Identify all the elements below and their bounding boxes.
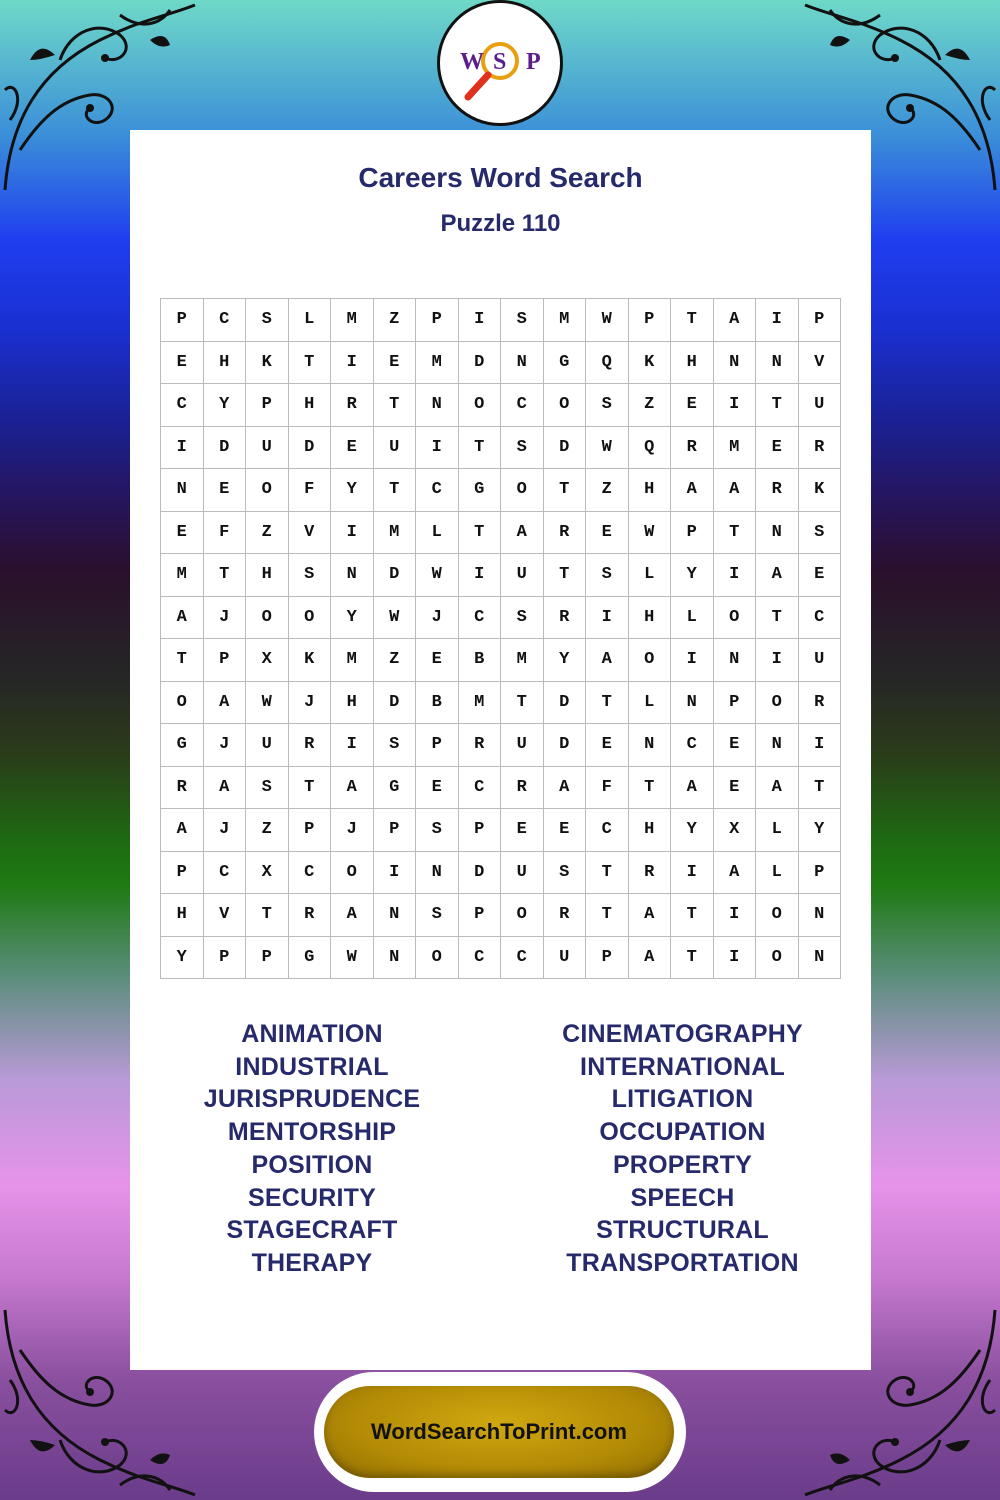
grid-cell[interactable]: M	[501, 639, 544, 682]
grid-cell[interactable]: H	[331, 682, 374, 725]
grid-cell[interactable]: T	[459, 427, 502, 470]
grid-cell[interactable]: P	[161, 299, 204, 342]
grid-cell[interactable]: E	[799, 554, 842, 597]
puzzle-number: Puzzle 110	[440, 210, 561, 237]
word-list-item: STRUCTURAL	[596, 1216, 769, 1245]
grid-cell[interactable]: T	[586, 894, 629, 937]
grid-cell[interactable]: O	[544, 384, 587, 427]
grid-cell[interactable]: U	[501, 724, 544, 767]
grid-cell[interactable]: H	[204, 342, 247, 385]
grid-cell[interactable]: N	[799, 937, 842, 980]
grid-cell[interactable]: C	[459, 597, 502, 640]
grid-cell[interactable]: P	[459, 809, 502, 852]
grid-cell[interactable]: T	[756, 384, 799, 427]
grid-cell[interactable]: Y	[161, 937, 204, 980]
grid-cell[interactable]: J	[204, 809, 247, 852]
puzzle-panel	[130, 130, 871, 1370]
grid-cell[interactable]: L	[289, 299, 332, 342]
grid-cell[interactable]: A	[586, 639, 629, 682]
grid-cell[interactable]: M	[416, 342, 459, 385]
grid-cell[interactable]: J	[416, 597, 459, 640]
grid-cell[interactable]: C	[501, 384, 544, 427]
grid-cell[interactable]: R	[289, 724, 332, 767]
word-list-item: LITIGATION	[611, 1085, 754, 1114]
grid-cell[interactable]: G	[459, 469, 502, 512]
grid-cell[interactable]: P	[246, 937, 289, 980]
grid-cell[interactable]: A	[629, 894, 672, 937]
grid-cell[interactable]: C	[586, 809, 629, 852]
grid-cell[interactable]: L	[671, 597, 714, 640]
grid-cell[interactable]: S	[544, 852, 587, 895]
grid-cell[interactable]: T	[629, 767, 672, 810]
grid-cell[interactable]: R	[799, 682, 842, 725]
word-list-left	[130, 1018, 494, 1280]
grid-cell[interactable]: U	[799, 639, 842, 682]
word-list-item: POSITION	[251, 1150, 373, 1179]
grid-cell[interactable]: Y	[331, 597, 374, 640]
grid-cell[interactable]: R	[799, 427, 842, 470]
grid-cell[interactable]: G	[374, 767, 417, 810]
grid-cell[interactable]: U	[246, 427, 289, 470]
grid-cell[interactable]: S	[246, 299, 289, 342]
grid-cell[interactable]: Z	[586, 469, 629, 512]
grid-cell[interactable]: O	[756, 894, 799, 937]
grid-cell[interactable]: R	[544, 597, 587, 640]
grid-cell[interactable]: Z	[246, 809, 289, 852]
grid-cell[interactable]: A	[161, 597, 204, 640]
grid-cell[interactable]: P	[671, 512, 714, 555]
grid-cell[interactable]: S	[246, 767, 289, 810]
grid-cell[interactable]: X	[246, 852, 289, 895]
grid-cell[interactable]: T	[671, 299, 714, 342]
grid-cell[interactable]: T	[586, 682, 629, 725]
grid-cell[interactable]: R	[544, 512, 587, 555]
grid-cell[interactable]: A	[204, 767, 247, 810]
grid-cell[interactable]: E	[714, 724, 757, 767]
grid-cell[interactable]: F	[204, 512, 247, 555]
grid-cell[interactable]: P	[586, 937, 629, 980]
grid-cell[interactable]: H	[161, 894, 204, 937]
grid-cell[interactable]: O	[246, 469, 289, 512]
magnifier-handle-icon	[468, 75, 488, 97]
grid-cell[interactable]: R	[544, 894, 587, 937]
grid-cell[interactable]: R	[629, 852, 672, 895]
grid-cell[interactable]: C	[459, 937, 502, 980]
grid-cell[interactable]: Z	[629, 384, 672, 427]
grid-cell[interactable]: D	[374, 554, 417, 597]
grid-cell[interactable]: A	[501, 512, 544, 555]
grid-cell[interactable]: N	[629, 724, 672, 767]
grid-cell[interactable]: S	[501, 299, 544, 342]
wsp-logo[interactable]	[437, 0, 563, 126]
grid-cell[interactable]: N	[756, 342, 799, 385]
logo-letter-p: P	[526, 49, 541, 75]
grid-cell[interactable]: W	[331, 937, 374, 980]
grid-cell[interactable]: D	[459, 852, 502, 895]
grid-cell[interactable]: A	[544, 767, 587, 810]
grid-cell[interactable]: W	[586, 299, 629, 342]
grid-cell[interactable]: G	[544, 342, 587, 385]
grid-cell[interactable]: R	[501, 767, 544, 810]
grid-cell[interactable]: C	[459, 767, 502, 810]
grid-cell[interactable]: M	[331, 299, 374, 342]
grid-cell[interactable]: G	[289, 937, 332, 980]
grid-cell[interactable]: Y	[799, 809, 842, 852]
puzzle-title: Careers Word Search	[358, 162, 643, 193]
grid-cell[interactable]: T	[246, 894, 289, 937]
grid-cell[interactable]: S	[374, 724, 417, 767]
grid-cell[interactable]: A	[714, 299, 757, 342]
grid-cell[interactable]: E	[416, 639, 459, 682]
grid-cell[interactable]: W	[416, 554, 459, 597]
grid-cell[interactable]: N	[416, 852, 459, 895]
grid-cell[interactable]: U	[501, 852, 544, 895]
grid-cell[interactable]: E	[161, 342, 204, 385]
grid-cell[interactable]: P	[459, 894, 502, 937]
grid-cell[interactable]: E	[544, 809, 587, 852]
grid-cell[interactable]: U	[544, 937, 587, 980]
grid-cell[interactable]: I	[799, 724, 842, 767]
grid-cell[interactable]: A	[204, 682, 247, 725]
grid-cell[interactable]: I	[756, 639, 799, 682]
grid-cell[interactable]: T	[756, 597, 799, 640]
grid-cell[interactable]: M	[544, 299, 587, 342]
word-list	[130, 1018, 871, 1280]
footer	[314, 1372, 686, 1492]
grid-cell[interactable]: U	[246, 724, 289, 767]
grid-cell[interactable]: P	[416, 724, 459, 767]
grid-cell[interactable]: R	[756, 469, 799, 512]
grid-cell[interactable]: P	[204, 639, 247, 682]
grid-cell[interactable]: F	[289, 469, 332, 512]
grid-cell[interactable]: I	[416, 427, 459, 470]
grid-cell[interactable]: Z	[246, 512, 289, 555]
grid-cell[interactable]: D	[459, 342, 502, 385]
grid-cell[interactable]: Y	[544, 639, 587, 682]
grid-cell[interactable]: P	[714, 682, 757, 725]
grid-cell[interactable]: S	[501, 427, 544, 470]
grid-cell[interactable]: E	[714, 767, 757, 810]
grid-cell[interactable]: E	[671, 384, 714, 427]
grid-cell[interactable]: M	[331, 639, 374, 682]
grid-cell[interactable]: I	[459, 554, 502, 597]
grid-cell[interactable]: D	[544, 682, 587, 725]
grid-cell[interactable]: A	[331, 894, 374, 937]
grid-cell[interactable]: Y	[671, 554, 714, 597]
word-list-item: THERAPY	[251, 1248, 373, 1277]
word-list-item: TRANSPORTATION	[566, 1248, 799, 1277]
grid-cell[interactable]: N	[756, 724, 799, 767]
grid-cell[interactable]: S	[289, 554, 332, 597]
grid-cell[interactable]: E	[756, 427, 799, 470]
grid-cell[interactable]: T	[204, 554, 247, 597]
website-label: WordSearchToPrint.com	[371, 1419, 627, 1444]
grid-cell[interactable]: I	[331, 724, 374, 767]
grid-cell[interactable]: D	[374, 682, 417, 725]
grid-cell[interactable]: F	[586, 767, 629, 810]
grid-cell[interactable]: J	[289, 682, 332, 725]
grid-cell[interactable]: T	[289, 342, 332, 385]
grid-cell[interactable]: X	[714, 809, 757, 852]
grid-cell[interactable]: J	[331, 809, 374, 852]
grid-cell[interactable]: C	[501, 937, 544, 980]
grid-cell[interactable]: P	[289, 809, 332, 852]
grid-cell[interactable]: G	[161, 724, 204, 767]
grid-cell[interactable]: N	[714, 342, 757, 385]
grid-cell[interactable]: S	[501, 597, 544, 640]
grid-cell[interactable]: I	[331, 342, 374, 385]
grid-cell[interactable]: P	[799, 852, 842, 895]
grid-cell[interactable]: M	[459, 682, 502, 725]
word-list-item: INDUSTRIAL	[235, 1052, 389, 1081]
grid-cell[interactable]: T	[799, 767, 842, 810]
grid-cell[interactable]: N	[331, 554, 374, 597]
grid-cell[interactable]: E	[586, 724, 629, 767]
grid-cell[interactable]: A	[671, 469, 714, 512]
grid-cell[interactable]: M	[714, 427, 757, 470]
grid-cell[interactable]: J	[204, 597, 247, 640]
grid-cell[interactable]: E	[331, 427, 374, 470]
grid-cell[interactable]: T	[459, 512, 502, 555]
grid-cell[interactable]: T	[544, 469, 587, 512]
grid-cell[interactable]: C	[161, 384, 204, 427]
grid-cell[interactable]: L	[756, 809, 799, 852]
grid-cell[interactable]: T	[289, 767, 332, 810]
grid-cell[interactable]: Y	[204, 384, 247, 427]
grid-cell[interactable]: U	[799, 384, 842, 427]
grid-cell[interactable]: W	[629, 512, 672, 555]
grid-cell[interactable]: H	[671, 342, 714, 385]
word-list-item: PROPERTY	[612, 1150, 753, 1179]
grid-cell[interactable]: A	[756, 554, 799, 597]
grid-cell[interactable]: D	[544, 724, 587, 767]
grid-cell[interactable]: L	[629, 554, 672, 597]
grid-cell[interactable]: J	[204, 724, 247, 767]
grid-cell[interactable]: I	[714, 384, 757, 427]
grid-cell[interactable]: H	[629, 469, 672, 512]
grid-cell[interactable]: O	[246, 597, 289, 640]
grid-cell[interactable]: S	[586, 384, 629, 427]
grid-cell[interactable]: K	[289, 639, 332, 682]
grid-cell[interactable]: C	[289, 852, 332, 895]
grid-cell[interactable]: L	[756, 852, 799, 895]
grid-cell[interactable]: T	[161, 639, 204, 682]
grid-cell[interactable]: Z	[374, 639, 417, 682]
grid-cell[interactable]: O	[714, 597, 757, 640]
grid-cell[interactable]: O	[289, 597, 332, 640]
grid-cell[interactable]: O	[756, 682, 799, 725]
grid-cell[interactable]: N	[161, 469, 204, 512]
word-list-item: CINEMATOGRAPHY	[562, 1020, 803, 1048]
grid-cell[interactable]: B	[416, 682, 459, 725]
grid-cell[interactable]: H	[246, 554, 289, 597]
grid-cell[interactable]: K	[629, 342, 672, 385]
grid-cell[interactable]: O	[629, 639, 672, 682]
grid-cell[interactable]: I	[331, 512, 374, 555]
grid-cell[interactable]: E	[161, 512, 204, 555]
grid-cell[interactable]: A	[331, 767, 374, 810]
word-list-item: SPEECH	[630, 1183, 735, 1212]
grid-cell[interactable]: P	[161, 852, 204, 895]
grid-cell[interactable]: W	[586, 427, 629, 470]
grid-cell[interactable]: T	[374, 469, 417, 512]
word-list-item: ANIMATION	[241, 1020, 383, 1048]
grid-cell[interactable]: V	[289, 512, 332, 555]
grid-cell[interactable]: R	[331, 384, 374, 427]
grid-cell[interactable]: A	[161, 809, 204, 852]
grid-cell[interactable]: N	[714, 639, 757, 682]
grid-cell[interactable]: N	[416, 384, 459, 427]
grid-cell[interactable]: C	[204, 299, 247, 342]
grid-cell[interactable]: D	[289, 427, 332, 470]
grid-cell[interactable]: I	[714, 937, 757, 980]
grid-cell[interactable]: E	[586, 512, 629, 555]
grid-cell[interactable]: R	[161, 767, 204, 810]
grid-cell[interactable]: L	[416, 512, 459, 555]
grid-cell[interactable]: W	[246, 682, 289, 725]
grid-cell[interactable]: O	[756, 937, 799, 980]
grid-cell[interactable]: P	[204, 937, 247, 980]
grid-cell[interactable]: E	[374, 342, 417, 385]
grid-cell[interactable]: N	[671, 682, 714, 725]
grid-cell[interactable]: A	[714, 852, 757, 895]
grid-cell[interactable]: C	[799, 597, 842, 640]
grid-cell[interactable]: U	[501, 554, 544, 597]
grid-cell[interactable]: S	[416, 894, 459, 937]
grid-cell[interactable]: U	[374, 427, 417, 470]
grid-cell[interactable]: T	[671, 937, 714, 980]
grid-cell[interactable]: C	[416, 469, 459, 512]
grid-cell[interactable]: A	[671, 767, 714, 810]
grid-cell[interactable]: V	[204, 894, 247, 937]
grid-cell[interactable]: T	[671, 894, 714, 937]
grid-cell[interactable]: I	[714, 894, 757, 937]
grid-cell[interactable]: S	[416, 809, 459, 852]
grid-cell[interactable]: X	[246, 639, 289, 682]
grid-cell[interactable]: R	[459, 724, 502, 767]
grid-cell[interactable]: N	[756, 512, 799, 555]
grid-cell[interactable]: M	[374, 512, 417, 555]
word-list-item: INTERNATIONAL	[580, 1052, 785, 1081]
grid-cell[interactable]: T	[374, 384, 417, 427]
grid-cell[interactable]: R	[671, 427, 714, 470]
word-list-item: SECURITY	[247, 1183, 376, 1212]
word-list-item: OCCUPATION	[599, 1118, 766, 1147]
word-list-item: STAGECRAFT	[226, 1216, 398, 1245]
grid-cell[interactable]: I	[459, 299, 502, 342]
grid-cell[interactable]: T	[544, 554, 587, 597]
grid-cell[interactable]: I	[671, 852, 714, 895]
grid-cell[interactable]: I	[756, 299, 799, 342]
grid-cell[interactable]: A	[714, 469, 757, 512]
grid-cell[interactable]: B	[459, 639, 502, 682]
grid-cell[interactable]: A	[756, 767, 799, 810]
grid-cell[interactable]: Q	[586, 342, 629, 385]
grid-cell[interactable]: P	[246, 384, 289, 427]
grid-cell[interactable]: C	[204, 852, 247, 895]
grid-cell[interactable]: P	[799, 299, 842, 342]
word-list-item: JURISPRUDENCE	[203, 1085, 421, 1114]
grid-cell[interactable]: N	[799, 894, 842, 937]
grid-cell[interactable]: A	[629, 937, 672, 980]
grid-cell[interactable]: N	[501, 342, 544, 385]
grid-cell[interactable]: T	[714, 512, 757, 555]
grid-cell[interactable]: Y	[331, 469, 374, 512]
grid-cell[interactable]: V	[799, 342, 842, 385]
grid-cell[interactable]: E	[501, 809, 544, 852]
grid-cell[interactable]: C	[671, 724, 714, 767]
grid-cell[interactable]: H	[629, 597, 672, 640]
grid-cell[interactable]: D	[544, 427, 587, 470]
word-list-item: MENTORSHIP	[227, 1118, 397, 1147]
grid-cell[interactable]: I	[374, 852, 417, 895]
grid-cell[interactable]: O	[161, 682, 204, 725]
grid-cell[interactable]: O	[459, 384, 502, 427]
grid-cell[interactable]: Z	[374, 299, 417, 342]
grid-cell[interactable]: K	[246, 342, 289, 385]
grid-cell[interactable]: T	[586, 852, 629, 895]
grid-cell[interactable]: H	[289, 384, 332, 427]
grid-cell[interactable]: T	[501, 682, 544, 725]
grid-cell[interactable]: L	[629, 682, 672, 725]
grid-cell[interactable]: S	[586, 554, 629, 597]
grid-cell[interactable]: W	[374, 597, 417, 640]
grid-cell[interactable]: S	[799, 512, 842, 555]
grid-cell[interactable]: O	[501, 894, 544, 937]
website-button[interactable]	[324, 1386, 674, 1478]
grid-cell[interactable]: R	[289, 894, 332, 937]
grid-cell[interactable]: O	[331, 852, 374, 895]
grid-cell[interactable]: D	[204, 427, 247, 470]
grid-cell[interactable]: I	[586, 597, 629, 640]
grid-cell[interactable]: N	[374, 937, 417, 980]
grid-cell[interactable]: I	[714, 554, 757, 597]
grid-cell[interactable]: P	[416, 299, 459, 342]
grid-cell[interactable]: Q	[629, 427, 672, 470]
grid-cell[interactable]: E	[416, 767, 459, 810]
grid-cell[interactable]: P	[629, 299, 672, 342]
grid-cell[interactable]: O	[416, 937, 459, 980]
letter-grid	[160, 298, 841, 979]
logo-letter-s: S	[493, 49, 507, 75]
grid-cell[interactable]: I	[671, 639, 714, 682]
grid-cell[interactable]: N	[374, 894, 417, 937]
grid-cell[interactable]: K	[799, 469, 842, 512]
grid-cell[interactable]: M	[161, 554, 204, 597]
grid-cell[interactable]: I	[161, 427, 204, 470]
grid-cell[interactable]: O	[501, 469, 544, 512]
grid-cell[interactable]: H	[629, 809, 672, 852]
word-list-right	[494, 1018, 871, 1280]
grid-cell[interactable]: Y	[671, 809, 714, 852]
grid-cell[interactable]: P	[374, 809, 417, 852]
logo-letter-w: W	[460, 49, 484, 75]
grid-cell[interactable]: E	[204, 469, 247, 512]
